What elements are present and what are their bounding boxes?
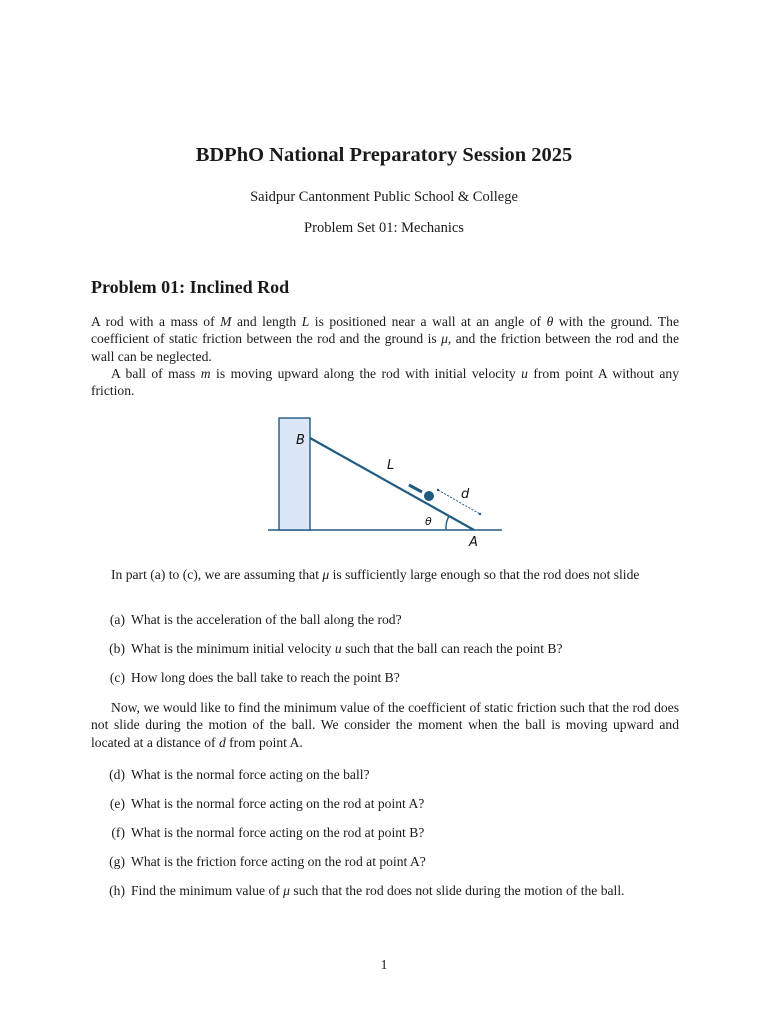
label-A: A (469, 535, 478, 550)
label-B: B (296, 433, 305, 448)
inclined-rod-figure (262, 412, 510, 552)
label-d: d (461, 487, 470, 502)
question-e: (e) What is the normal force acting on the rod at point A? (109, 796, 425, 811)
distance-d-indicator (438, 490, 480, 514)
intro-paragraph-2: A ball of mass m is moving upward along the rod with initial velocity u from point A without any friction. (91, 366, 679, 399)
school-name: Saidpur Cantonment Public School & College (250, 189, 518, 205)
document-title: BDPhO National Preparatory Session 2025 (195, 144, 573, 166)
question-b: (b) What is the minimum initial velocity u such that the ball can reach the point B? (109, 641, 563, 656)
question-c: (c) How long does the ball take to reach the point B? (109, 670, 400, 685)
angle-arc (446, 516, 449, 530)
ball (424, 491, 434, 501)
wall (279, 418, 310, 530)
math-mu: μ (322, 567, 330, 582)
rod (310, 438, 474, 530)
math-M: M (220, 314, 232, 329)
question-h: (h) Find the minimum value of μ such that the rod does not slide during the motion of the ball. (109, 883, 625, 898)
page-number: 1 (380, 957, 388, 972)
math-theta: θ (546, 314, 554, 329)
section-heading: Problem 01: Inclined Rod (91, 277, 290, 297)
label-L: L (387, 458, 395, 473)
math-u: u (521, 366, 528, 381)
label-theta: θ (425, 515, 432, 528)
intro-paragraph-1: A rod with a mass of M and length L is positioned near a wall at an angle of θ with the ground. The coefficient of static friction between the rod and the ground is μ, and the friction between the rod and the wall can be neglected. (91, 314, 680, 364)
math-d: d (218, 734, 226, 750)
math-mu: μ (441, 331, 448, 347)
problem-set-label: Problem Set 01: Mechanics (304, 220, 464, 236)
math-L: L (301, 314, 310, 329)
question-a: (a) What is the acceleration of the ball along the rod? (109, 612, 402, 627)
question-d: (d) What is the normal force acting on the ball? (109, 767, 370, 782)
question-f: (f) What is the normal force acting on the rod at point B? (111, 825, 425, 840)
assumption-paragraph: In part (a) to (c), we are assuming that μ is sufficiently large enough so that the rod does not slide (111, 567, 640, 582)
question-g: (g) What is the friction force acting on the rod at point A? (109, 854, 426, 869)
velocity-arrow (409, 485, 422, 492)
math-m: m (200, 366, 211, 381)
followup-paragraph: Now, we would like to find the minimum value of the coefficient of static friction such that the rod does not slide during the motion of the ball. We consider the moment when the ball is moving upward and located at a distance of d from point A. (91, 700, 679, 750)
